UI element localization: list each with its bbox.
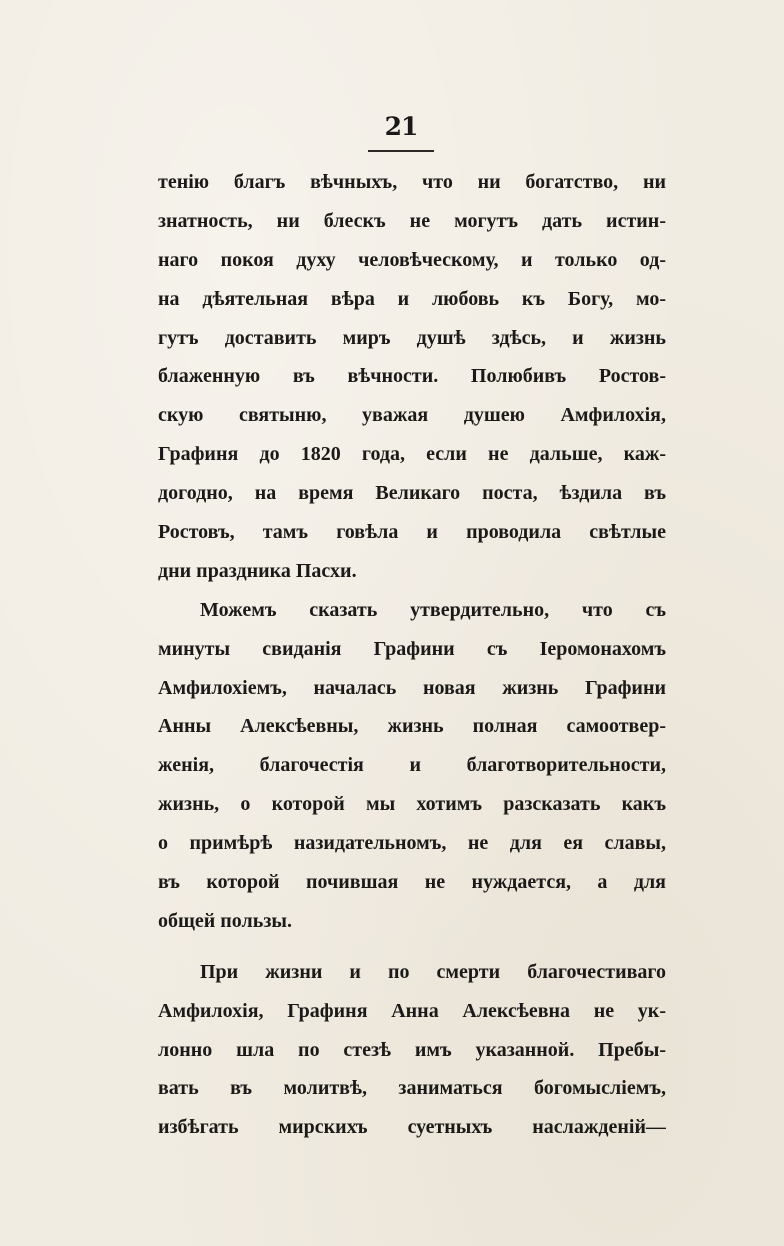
text-line: знатность, ни блескъ не могутъ дать истин- xyxy=(158,209,666,232)
text-line: Амфилохія, Графиня Анна Алексѣевна не ук- xyxy=(158,999,666,1022)
text-line: дни праздника Пасхи. xyxy=(158,559,357,582)
paragraph-gap xyxy=(158,941,666,953)
text-line: скую святыню, уважая душею Амфилохія, xyxy=(158,404,666,427)
text-line: минуты свиданія Графини съ Іеромонахомъ xyxy=(158,637,666,660)
page-number: 21 xyxy=(384,112,418,141)
text-line: догодно, на время Великаго поста, ѣздила въ xyxy=(158,482,666,505)
text-line: общей пользы. xyxy=(158,909,292,932)
text-line: Ростовъ, тамъ говѣла и проводила свѣтлые xyxy=(158,521,666,544)
text-line: Анны Алексѣевны, жизнь полная самоотвер- xyxy=(158,715,666,738)
text-line: о примѣрѣ назидательномъ, не для ея славы, xyxy=(158,832,666,855)
text-line: наго покоя духу человѣческому, и только од- xyxy=(158,248,666,271)
text-line: женія, благочестія и благотворительности, xyxy=(158,754,666,777)
text-line: При жизни и по смерти благочестиваго xyxy=(200,960,666,983)
text-line: Графиня до 1820 года, если не дальше, каж- xyxy=(158,443,666,466)
text-line: Можемъ сказать утвердительно, что съ xyxy=(200,598,666,621)
text-line: Амфилохіемъ, началась новая жизнь Графини xyxy=(158,676,666,699)
text-line: жизнь, о которой мы хотимъ разсказать какъ xyxy=(158,793,666,816)
text-line: блаженную въ вѣчности. Полюбивъ Ростов- xyxy=(158,365,666,388)
text-line: лонно шла по стезѣ имъ указанной. Пребы- xyxy=(158,1038,666,1061)
page-number-rule xyxy=(368,150,434,152)
text-line: на дѣятельная вѣра и любовь къ Богу, мо- xyxy=(158,287,666,310)
body-text xyxy=(158,163,666,1147)
text-line: гутъ доставить миръ душѣ здѣсь, и жизнь xyxy=(158,326,666,349)
text-line: избѣгать мирскихъ суетныхъ наслажденій— xyxy=(158,1116,666,1139)
text-line: въ которой почившая не нуждается, а для xyxy=(158,871,666,894)
text-line: тенію благъ вѣчныхъ, что ни богатство, ни xyxy=(158,171,666,193)
text-line: вать въ молитвѣ, заниматься богомысліемъ, xyxy=(158,1077,666,1100)
